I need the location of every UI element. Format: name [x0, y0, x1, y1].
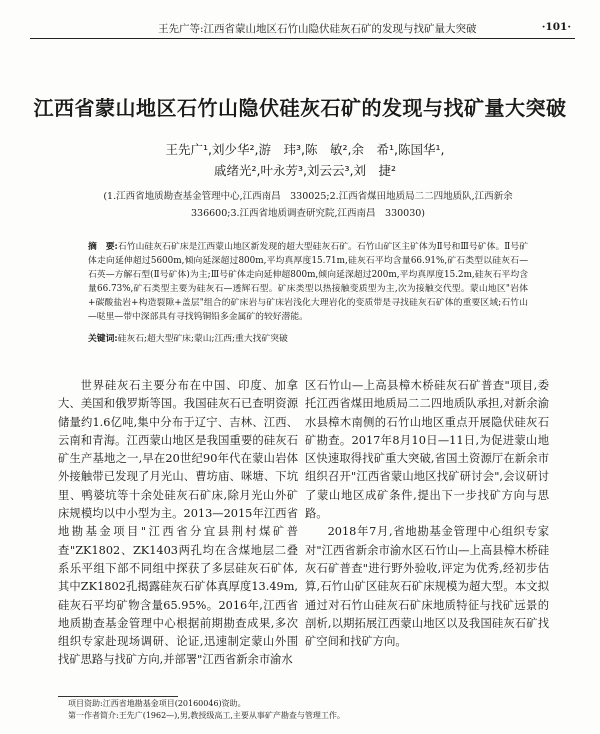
page-number: ·101·	[541, 21, 571, 33]
footnote-divider	[58, 696, 178, 697]
article-title: 江西省蒙山地区石竹山隐伏硅灰石矿的发现与找矿量大突破	[33, 96, 567, 120]
running-header	[30, 18, 575, 39]
keywords-label: 关键词:	[88, 334, 118, 344]
footnote-funding: 项目资助:江西省地勘基金项目(20160046)资助。	[68, 699, 246, 708]
footnote-author: 第一作者简介:王先广(1962—),男,教授级高工,主要从事矿产勘查与管理工作。	[68, 711, 345, 720]
footnotes	[58, 698, 558, 722]
body-paragraph: 世界硅灰石主要分布在中国、印度、加拿大、美国和俄罗斯等国。我国硅灰石已查明资源储量约1.6亿吨,集中分布于辽宁、吉林、江西、云南和青海。江西蒙山地区是我国重要的硅灰石矿生产基地之一,早在20世纪90年代在蒙山岩体外接触带已发现了月光山、曹坊庙、咪塘、下坑里、鸭婆坑等十余处硅灰石矿床,除月光山外矿床规模均以中小型为主。2013—2015年江西省地勘基金项目"江西省分宜县荆村煤矿普查"ZK1802、ZK1403两孔均在含煤地层二叠系乐平组下部不同组中探获了多层硅灰石矿体,其中ZK1802孔揭露硅灰石矿体真厚度13.49m,硅灰石平均矿物含量65.95%。2016年,江西省地质勘查基金管理中心根据前期勘查成果,多次组织专家赴现场调研、论证,迅速制定蒙山外围找矿思路与找矿方向,并部署"江西省新余市渝水	[58, 379, 298, 667]
body-column-right	[305, 377, 549, 651]
abstract-label: 摘 要:	[88, 242, 118, 252]
author-list	[140, 139, 470, 181]
affiliations: (1.江西省地质勘查基金管理中心,江西南昌 330025;2.江西省煤田地质局二二四地质队,江西新余 336600;3.江西省地质调查研究院,江西南昌 330030)	[103, 191, 523, 219]
running-head: 王先广等:江西省蒙山地区石竹山隐伏硅灰石矿的发现与找矿量大突破	[158, 23, 477, 35]
abstract	[88, 240, 528, 324]
body-paragraph: 区石竹山—上高县樟木桥硅灰石矿普查"项目,委托江西省煤田地质局二二四地质队承担,对新余渝水县樟木南侧的石竹山地区重点开展隐伏硅灰石矿勘查。2017年8月10日—11日,为促进蒙山地区快速取得找矿重大突破,省国土资源厅在新余市组织召开"江西省蒙山地区找矿研讨会",会议研讨了蒙山地区成矿条件,提出下一步找矿方向与思路。	[305, 379, 549, 521]
abstract-text: 石竹山硅灰石矿床是江西蒙山地区新发现的超大型硅灰石矿。石竹山矿区主矿体为Ⅱ号和Ⅲ号矿体。Ⅱ号矿体走向延伸超过5600m,倾向延深超过800m,平均真厚度15.71m,硅灰石平均含量66.91%,矿石类型以硅灰石—石英—方解石型(Ⅱ号矿体)为主;Ⅲ号矿体走向延伸超800m,倾向延深超过200m,平均真厚度15.2m,硅灰石平均含量66.73%,矿石类型主要为硅灰石—透辉石型。矿床类型以热接触变质型为主,次为接触交代型。蒙山地区"岩体+碳酸盐岩+构造裂隙+盖层"组合的矿床岩与矿床岩浅化大理岩化的变质带是寻找硅灰石矿体的重要区域;石竹山—哒里—带中深部具有寻找钨铜铅多金属矿的较好潜能。	[88, 242, 528, 322]
authors-line-2: 戚绪光²,叶永芳³,刘云云³,刘 捷²	[214, 163, 396, 178]
keywords	[88, 332, 528, 346]
body-column-left	[58, 377, 298, 670]
keywords-text: 硅灰石;超大型矿床;蒙山;江西;重大找矿突破	[117, 334, 288, 344]
authors-line-1: 王先广¹,刘少华²,游 玮³,陈 敏²,余 希¹,陈国华¹,	[165, 142, 445, 157]
body-paragraph: 2018年7月,省地勘基金管理中心组织专家对"江西省新余市渝水区石竹山—上高县樟木桥硅灰石矿普查"进行野外验收,评定为优秀,经初步估算,石竹山矿区硅灰石矿床规模为超大型。本文拟通过对石竹山硅灰石矿床地质特征与找矿远景的剖析,以期拓展江西蒙山地区以及我国硅灰石矿找矿空间和找矿方向。	[305, 525, 549, 649]
